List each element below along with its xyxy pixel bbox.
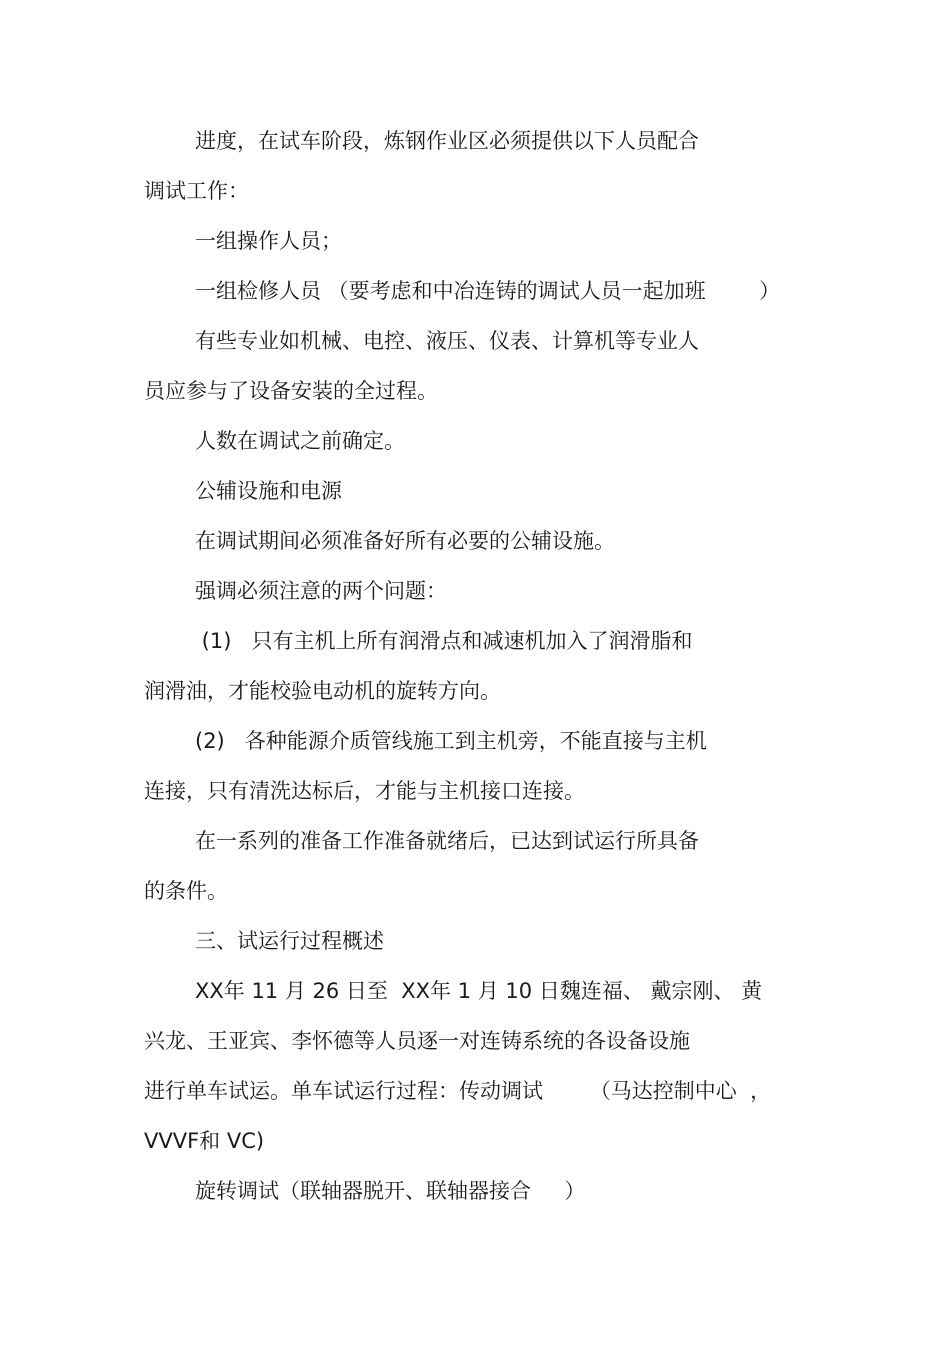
- text-line: 进行单车试运。单车试运行过程：传动调试 （马达控制中心 ，: [144, 1079, 772, 1103]
- text-line: 在一系列的准备工作准备就绪后，已达到试运行所具备: [195, 829, 699, 853]
- text-line: 人数在调试之前确定。: [195, 429, 405, 453]
- text-line: 调试工作：: [144, 179, 249, 203]
- text-line: 旋转调试（联轴器脱开、联轴器接合 ）: [195, 1179, 586, 1203]
- text-line: 强调必须注意的两个问题：: [195, 579, 447, 603]
- section-heading: 三、试运行过程概述: [195, 929, 384, 953]
- text-line: XX年 11 月 26 日至 XX年 1 月 10 日魏连福、 戴宗刚、 黄: [195, 979, 763, 1003]
- section-heading: 公辅设施和电源: [195, 479, 342, 503]
- text-line: 员应参与了设备安装的全过程。: [144, 379, 438, 403]
- text-line: 在调试期间必须准备好所有必要的公辅设施。: [195, 529, 615, 553]
- text-line: VVVF和 VC): [144, 1129, 265, 1153]
- list-item: (1) 只有主机上所有润滑点和减速机加入了润滑脂和: [195, 629, 693, 653]
- text-line: 进度，在试车阶段，炼钢作业区必须提供以下人员配合: [195, 129, 699, 153]
- text-line: 的条件。: [144, 879, 228, 903]
- text-line: 润滑油，才能校验电动机的旋转方向。: [144, 679, 501, 703]
- text-line: 一组检修人员 （要考虑和中冶连铸的调试人员一起加班 ）: [195, 279, 781, 303]
- text-line: 一组操作人员；: [195, 229, 342, 253]
- text-line: 连接，只有清洗达标后，才能与主机接口连接。: [144, 779, 585, 803]
- text-line: 有些专业如机械、电控、液压、仪表、计算机等专业人: [195, 329, 699, 353]
- list-item: (2) 各种能源介质管线施工到主机旁，不能直接与主机: [195, 729, 707, 753]
- text-line: 兴龙、王亚宾、李怀德等人员逐一对连铸系统的各设备设施: [144, 1029, 690, 1053]
